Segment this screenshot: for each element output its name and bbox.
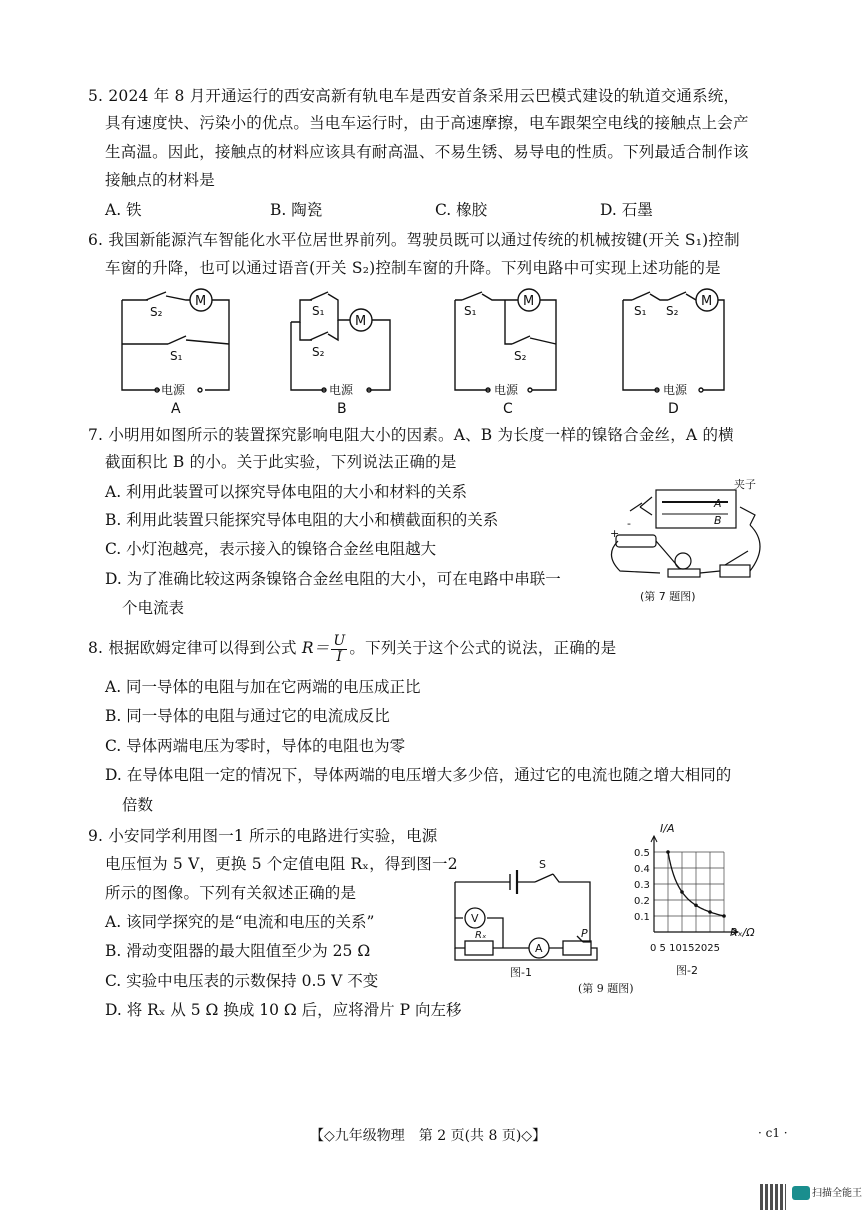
q5-option-a: A. 铁: [105, 201, 142, 219]
q9-line-2: 电压恒为 5 V，更换 5 个定值电阻 Rₓ，得到图一2: [105, 855, 458, 873]
clip-label: 夹子: [734, 478, 756, 491]
y-tick-label: 0.1: [634, 912, 650, 923]
q5-line-3: 生高温。因此，接触点的材料应该具有耐高温、不易生锈、易导电的性质。下列最适合制作该: [105, 143, 749, 161]
y-tick-label: 0.3: [634, 880, 650, 891]
scanner-logo-icon: [792, 1186, 810, 1200]
switch-icon: [720, 565, 750, 577]
q7-option-b: B. 利用此装置只能探究导体电阻的大小和横截面积的关系: [105, 511, 499, 529]
circuit-d-motor: M: [701, 294, 713, 309]
data-point: [680, 890, 684, 894]
q9-slider-label: P: [581, 927, 588, 940]
wire-b-label: B: [714, 514, 722, 527]
q7-option-d-cont: 个电流表: [122, 599, 185, 617]
q9-fig1: [455, 860, 605, 990]
circuit-b-letter: B: [337, 401, 347, 417]
circuit-c-s1: S₁: [464, 304, 477, 318]
q6-line-1: 6. 我国新能源汽车智能化水平位居世界前列。驾驶员既可以通过传统的机械按键(开关 S₁)控制: [88, 231, 740, 249]
q7-option-d: D. 为了准确比较这两条镍铬合金丝电阻的大小，可在电路中串联一: [105, 570, 561, 588]
q8-option-a: A. 同一导体的电阻与加在它两端的电压成正比: [105, 678, 421, 696]
chart-xticks: 0 5 10152025: [650, 943, 720, 954]
page-code: · c1 ·: [758, 1126, 788, 1140]
resistor-rx: [465, 941, 493, 955]
q6-line-2: 车窗的升降，也可以通过语音(开关 S₂)控制车窗的升降。下列电路中可实现上述功能的是: [105, 259, 721, 277]
q8-stem: [88, 630, 616, 666]
q8-option-d-cont: 倍数: [122, 796, 154, 814]
rheostat: [563, 941, 591, 955]
q9-fig2-caption: 图-2: [676, 964, 698, 977]
y-tick-label: 0.2: [634, 896, 650, 907]
wire-a-label: A: [714, 497, 722, 510]
q5-line-1: 5. 2024 年 8 月开通运行的西安高新有轨电车是西安首条采用云巴模式建设的轨道交通系统，: [88, 87, 740, 105]
q9-resistor-label: Rₓ: [475, 930, 487, 941]
q9-option-d: D. 将 Rₓ 从 5 Ω 换成 10 Ω 后，应将滑片 P 向左移: [105, 1001, 462, 1019]
q8-fraction-den: I: [336, 648, 343, 665]
data-point: [666, 850, 670, 854]
qr-code-icon: [760, 1184, 786, 1210]
circuit-c-motor: M: [523, 294, 535, 309]
svg-text:+: +: [610, 527, 620, 540]
circuit-a-letter: A: [171, 401, 181, 417]
circuit-b: [291, 292, 390, 392]
circuit-b-source: 电源: [329, 383, 354, 397]
q9-ammeter-label: A: [535, 942, 543, 955]
q5-option-d: D. 石墨: [600, 201, 653, 219]
circuit-b-s2: S₂: [312, 345, 325, 359]
q9-group-caption: (第 9 题图): [578, 982, 634, 995]
data-point: [708, 910, 712, 914]
q7-option-c: C. 小灯泡越亮，表示接入的镍铬合金丝电阻越大: [105, 540, 437, 558]
circuit-c-s2: S₂: [514, 349, 527, 363]
q8-formula-lhs: R＝: [301, 639, 330, 657]
q9-option-a: A. 该同学探究的是“电流和电压的关系”: [105, 913, 375, 931]
q7-line-2: 截面积比 B 的小。关于此实验，下列说法正确的是: [105, 453, 457, 471]
q7-caption: (第 7 题图): [640, 590, 696, 603]
q5-option-b: B. 陶瓷: [270, 201, 323, 219]
battery-icon: [616, 535, 656, 547]
q9-line-3: 所示的图像。下列有关叙述正确的是: [105, 884, 357, 902]
data-point: [694, 903, 698, 907]
wire-board: [656, 490, 736, 528]
chart-ylabel: I/A: [660, 822, 675, 835]
circuit-d-s1: S₁: [634, 304, 647, 318]
data-point: [722, 914, 726, 918]
q7-option-a: A. 利用此装置可以探究导体电阻的大小和材料的关系: [105, 483, 468, 501]
q7-line-1: 7. 小明用如图所示的装置探究影响电阻大小的因素。A、B 为长度一样的镍铬合金丝，A 的横: [88, 426, 734, 444]
q9-switch-label: S: [539, 858, 546, 871]
q8-option-b: B. 同一导体的电阻与通过它的电流成反比: [105, 707, 390, 725]
circuit-b-s1: S₁: [312, 304, 325, 318]
q9-option-b: B. 滑动变阻器的最大阻值至少为 25 Ω: [105, 942, 371, 960]
q8-fraction-num: U: [333, 632, 346, 649]
q5-option-c: C. 橡胶: [435, 201, 488, 219]
circuit-a-s1: S₁: [170, 349, 183, 363]
circuit-d-letter: D: [668, 401, 679, 417]
q5-line-4: 接触点的材料是: [105, 171, 215, 189]
circuit-b-motor: M: [355, 314, 367, 329]
bulb-base: [668, 569, 700, 577]
circuit-c-source: 电源: [494, 383, 519, 397]
q9-voltmeter-label: V: [471, 912, 479, 925]
page-footer: 【◇九年级物理 第 2 页(共 8 页)◇】: [310, 1128, 547, 1144]
q7-figure: [600, 478, 780, 605]
q9-option-c: C. 实验中电压表的示数保持 0.5 V 不变: [105, 972, 379, 990]
q9-fig2-chart: [630, 820, 770, 980]
q8-option-c: C. 导体两端电压为零时，导体的电阻也为零: [105, 737, 406, 755]
chart-xlabel: Rₓ/Ω: [730, 926, 755, 939]
scanner-watermark: 扫描全能王: [812, 1188, 862, 1199]
q6-circuits: [0, 282, 867, 432]
y-tick-label: 0.4: [634, 864, 650, 875]
q5-line-2: 具有速度快、污染小的优点。当电车运行时，由于高速摩擦，电车跟架空电线的接触点上会产: [105, 114, 749, 132]
circuit-a-motor: M: [195, 294, 207, 309]
y-tick-label: 0.5: [634, 848, 650, 859]
circuit-c-letter: C: [503, 401, 513, 417]
q9-fig1-caption: 图-1: [510, 966, 532, 979]
svg-text:-: -: [627, 517, 631, 530]
q8-suffix: 。下列关于这个公式的说法，正确的是: [349, 639, 617, 657]
circuit-d-s2: S₂: [666, 304, 679, 318]
q8-option-d: D. 在导体电阻一定的情况下，导体两端的电压增大多少倍，通过它的电流也随之增大相同的: [105, 766, 732, 784]
q8-fraction: [331, 634, 347, 665]
q8-prefix: 8. 根据欧姆定律可以得到公式: [88, 639, 302, 657]
circuit-a-s2: S₂: [150, 305, 163, 319]
q9-line-1: 9. 小安同学利用图一1 所示的电路进行实验，电源: [88, 827, 438, 845]
circuit-a: [122, 289, 229, 392]
circuit-a-source: 电源: [161, 383, 186, 397]
circuit-d-source: 电源: [663, 383, 688, 397]
bulb-icon: [675, 553, 691, 569]
